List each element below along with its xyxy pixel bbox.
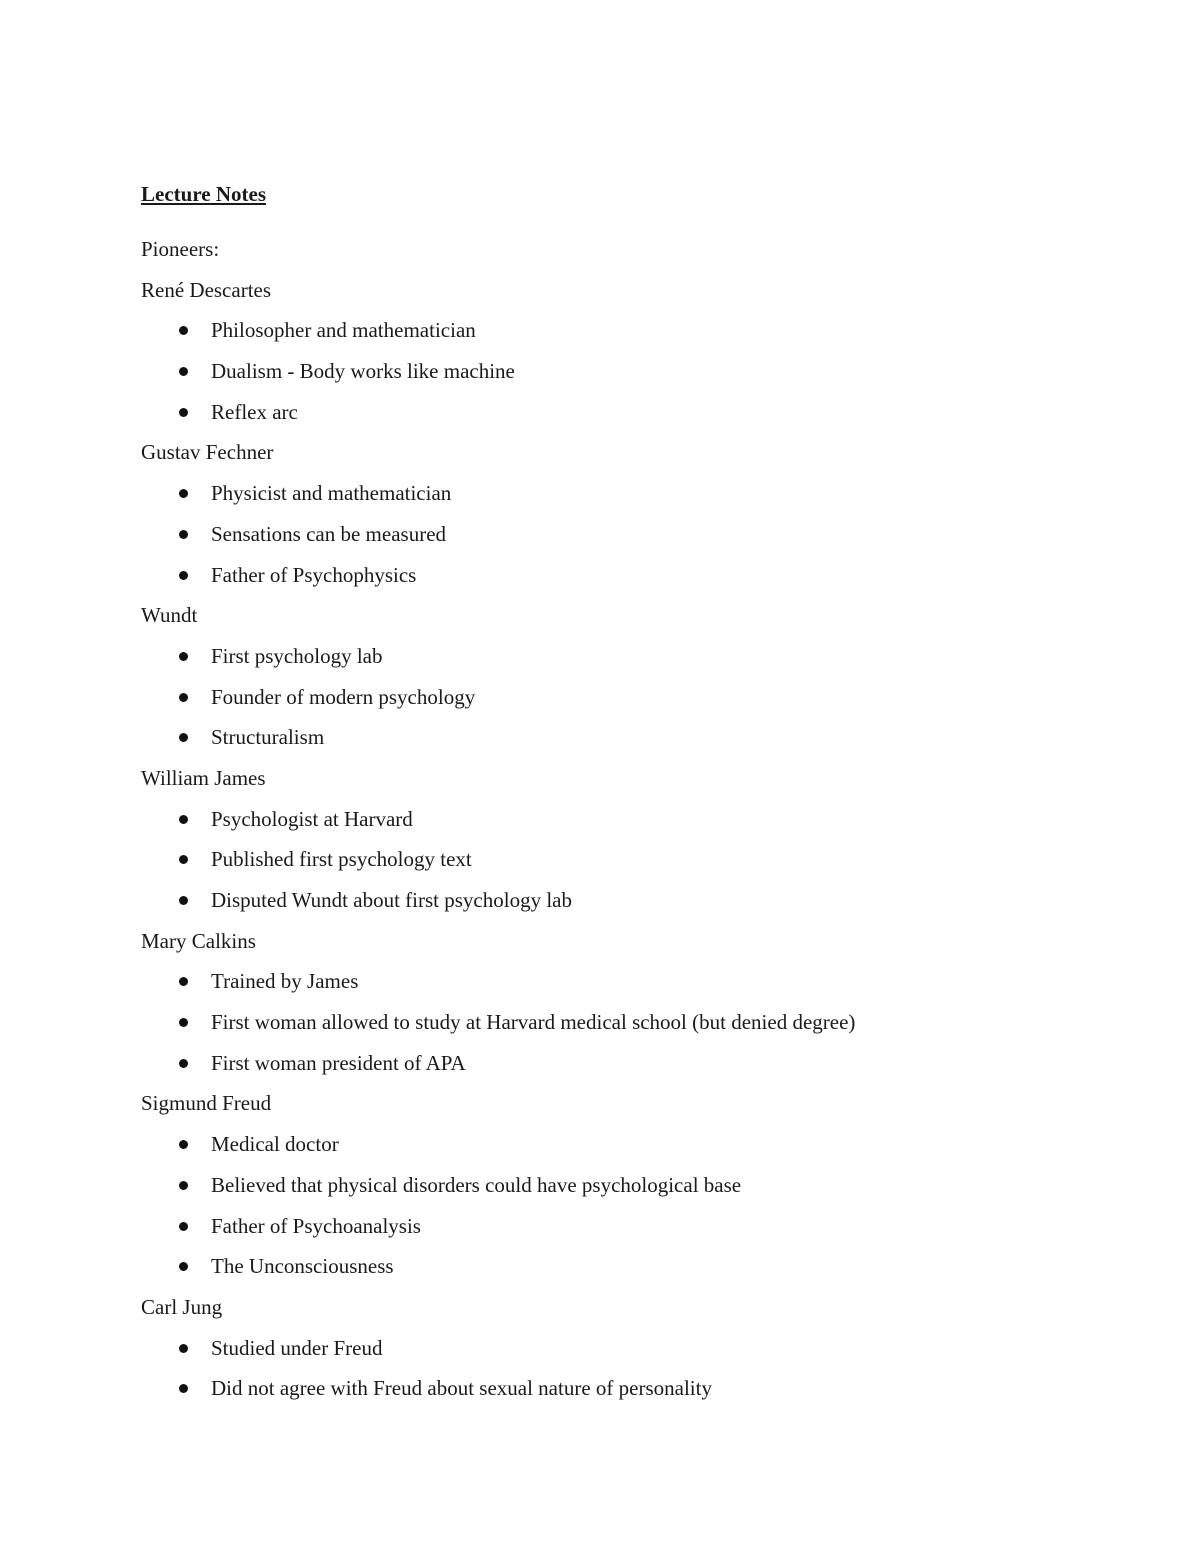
bullet-icon [179,977,188,986]
fact-list [141,636,1101,758]
bullet-icon [179,326,188,335]
bullet-icon [179,489,188,498]
document-title: Lecture Notes [141,182,266,206]
list-item [141,555,1101,596]
bullet-icon [179,571,188,580]
fact-text: Medical doctor [211,1132,339,1157]
fact-text: Disputed Wundt about first psychology lab [211,888,572,912]
bullet-icon [179,652,188,661]
list-item [141,1246,1101,1287]
fact-text: Dualism - Body works like machine [211,359,515,384]
fact-list [141,799,1101,921]
pioneer-name: Sigmund Freud [141,1091,272,1116]
fact-text: First psychology lab [211,643,383,668]
fact-text: First woman allowed to study at Harvard medical school (but denied degree) [211,1010,856,1035]
bullet-icon [179,367,188,376]
list-item [141,677,1101,718]
list-item [141,1206,1101,1247]
list-item [141,961,1101,1002]
list-item [141,392,1101,433]
pioneer-name: Wundt [141,603,198,628]
fact-text: Published first psychology text [211,847,472,872]
bullet-icon [179,693,188,702]
list-item [141,839,1101,880]
list-item [141,880,1101,921]
fact-text: Studied under Freud [211,1335,383,1360]
fact-list [141,473,1101,595]
bullet-icon [179,1059,188,1068]
pioneer-name: Mary Calkins [141,928,256,953]
fact-text: Philosopher and mathematician [211,318,476,343]
fact-list [141,961,1101,1083]
list-item [141,1328,1101,1369]
bullet-icon [179,1140,188,1149]
bullet-icon [179,1018,188,1027]
bullet-icon [179,855,188,864]
list-item [141,1124,1101,1165]
bullet-icon [179,408,188,417]
fact-text: Founder of modern psychology [211,684,476,709]
document-page [141,178,1101,1409]
list-item [141,1368,1101,1409]
bullet-icon [179,896,188,905]
list-item [141,514,1101,555]
list-item [141,1002,1101,1043]
bullet-icon [179,530,188,539]
bullet-icon [179,733,188,742]
bullet-icon [179,1344,188,1353]
list-item [141,1043,1101,1084]
pioneer-name: René Descartes [141,277,272,302]
bullet-icon [179,1384,188,1393]
list-item [141,473,1101,514]
fact-text: Physicist and mathematician [211,481,452,506]
fact-text: First woman president of APA [211,1050,466,1075]
fact-text: Structuralism [211,725,325,750]
fact-text: Sensations can be measured [211,521,447,546]
fact-text: Reflex arc [211,399,298,424]
section-intro: Pioneers: [141,237,220,261]
list-item [141,636,1101,677]
list-item [141,799,1101,840]
bullet-icon [179,1262,188,1271]
bullet-icon [179,1222,188,1231]
fact-text: Trained by James [211,969,359,994]
list-item [141,1165,1101,1206]
fact-text: Did not agree with Freud about sexual nature of personality [211,1376,712,1401]
pioneer-name: Gustav Fechner [141,440,274,465]
fact-text: Psychologist at Harvard [211,806,413,831]
fact-text: The Unconsciousness [211,1254,394,1279]
list-item [141,717,1101,758]
list-item [141,351,1101,392]
fact-text: Father of Psychophysics [211,562,417,587]
bullet-icon [179,815,188,824]
pioneer-name: Carl Jung [141,1294,223,1319]
fact-text: Father of Psychoanalysis [211,1213,421,1238]
pioneer-name: William James [141,765,266,790]
pioneer-sections [141,270,1101,1409]
fact-list [141,1328,1101,1409]
fact-text: Believed that physical disorders could have psychological base [211,1172,742,1197]
bullet-icon [179,1181,188,1190]
fact-list [141,1124,1101,1287]
fact-list [141,310,1101,432]
list-item [141,310,1101,351]
